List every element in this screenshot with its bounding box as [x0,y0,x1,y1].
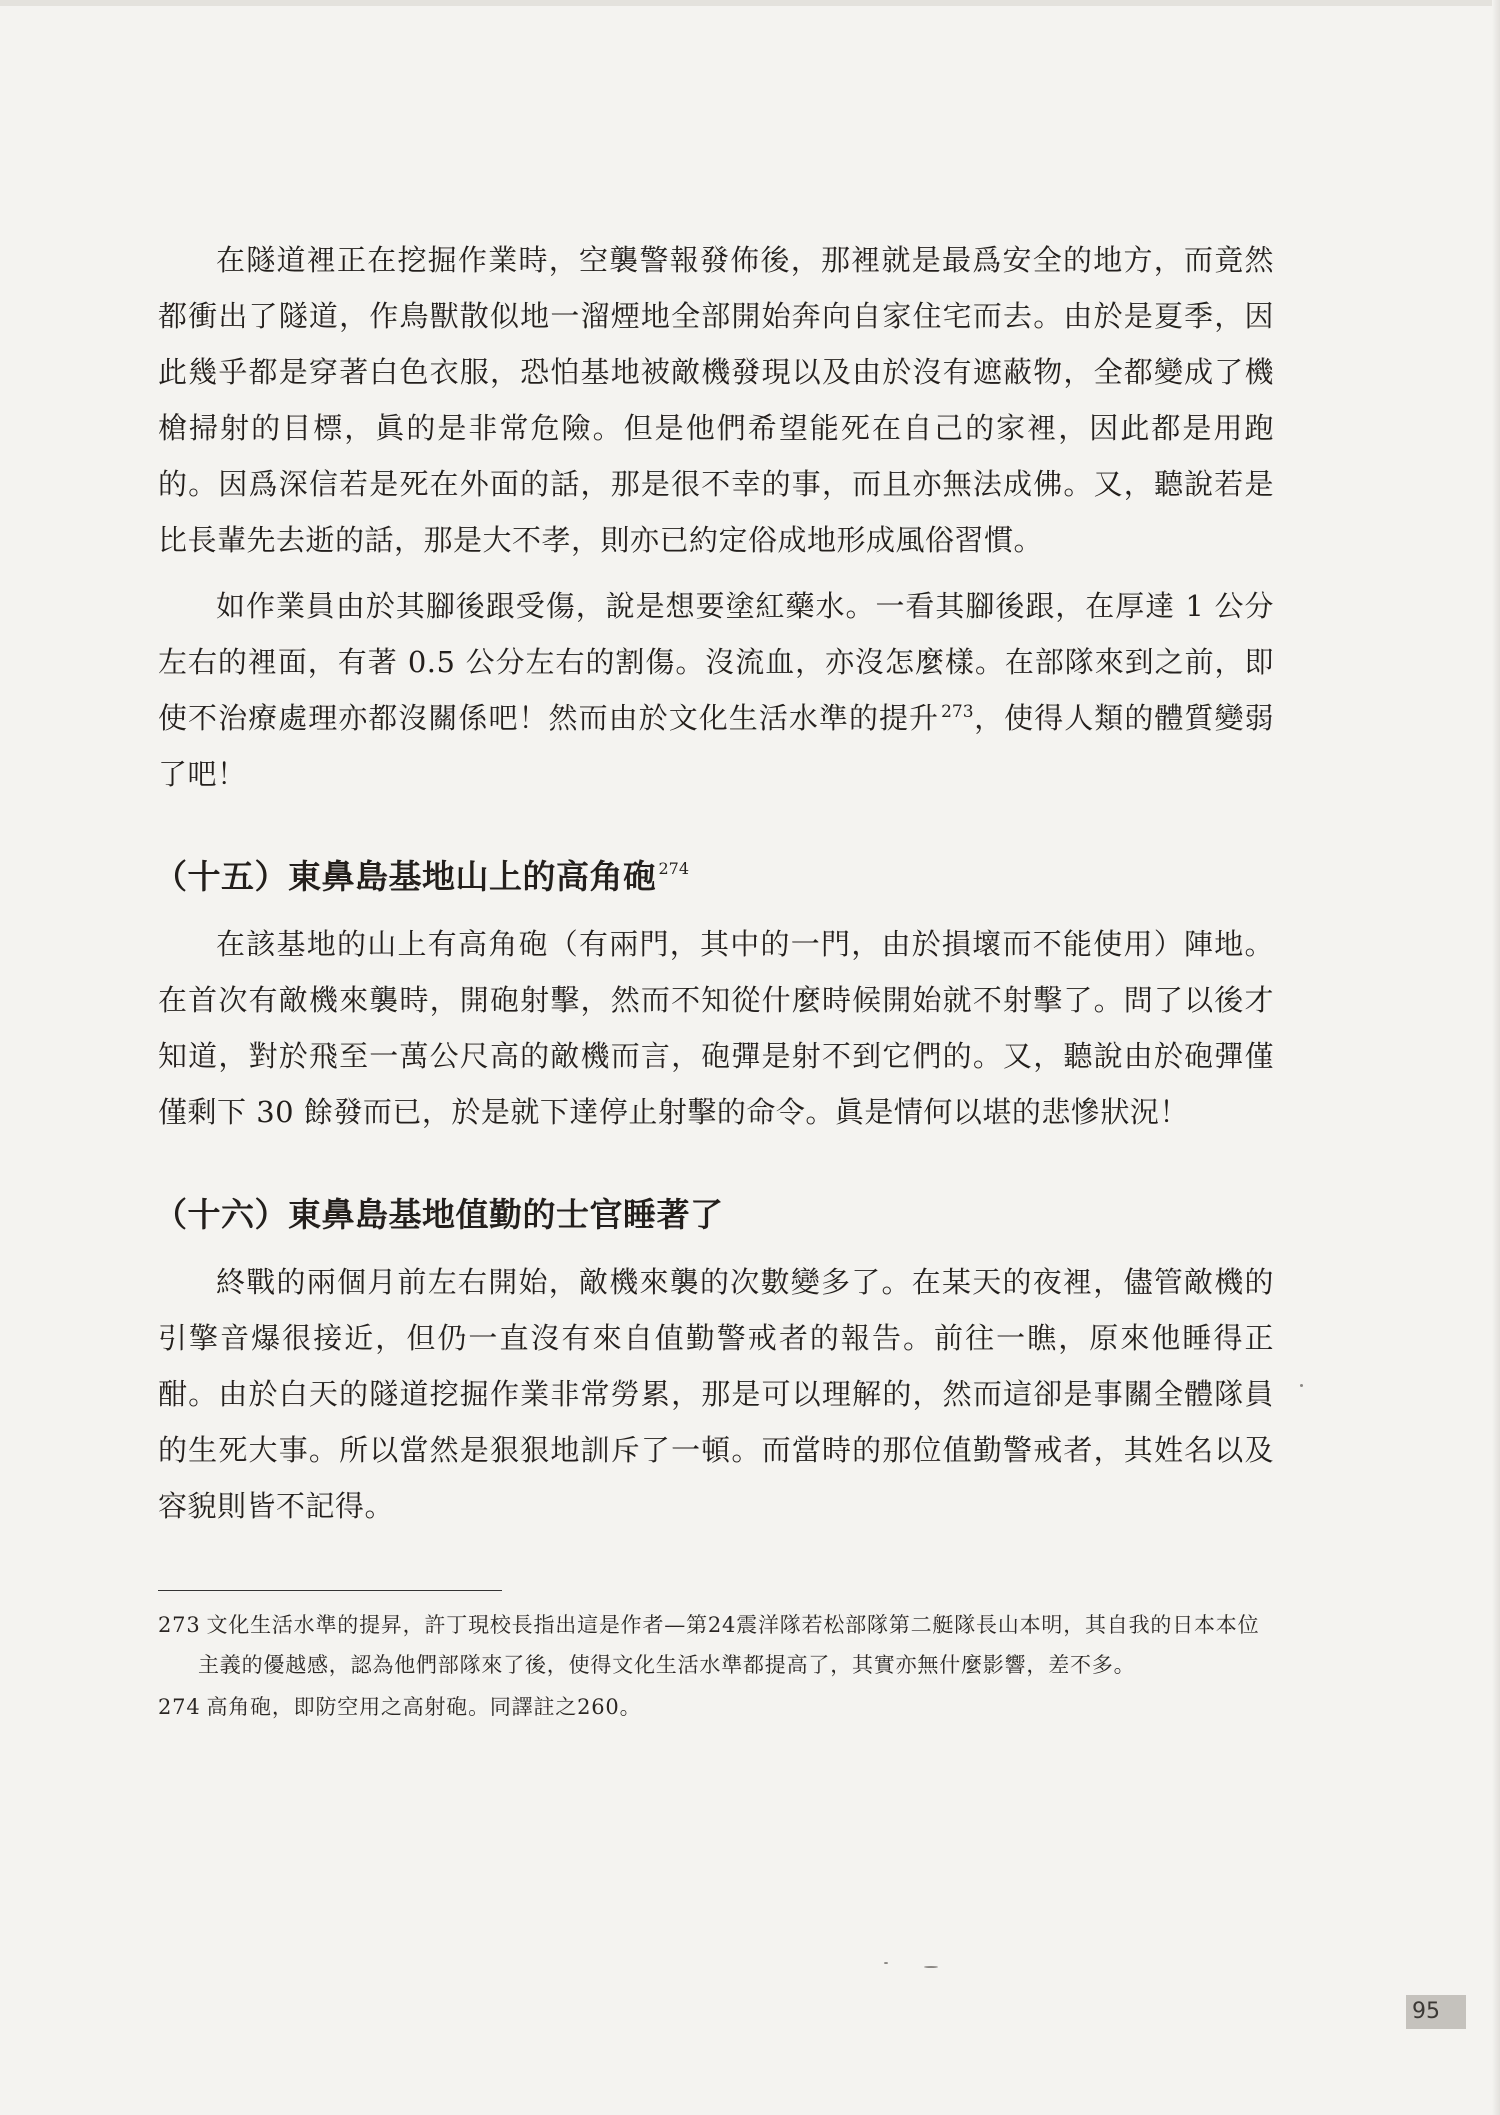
footnote-273 [158,1605,1274,1685]
right-edge-shadow [1492,0,1500,2115]
footnote-text: 文化生活水準的提昇，許丁現校長指出這是作者—第24震洋隊若松部隊第二艇隊長山本明，其自我的日本本位主義的優越感，認為他們部隊來了後，使得文化生活水準都提高了，其實亦無什麼影響，差不多。 [198,1613,1260,1677]
footnote-ref-273[interactable]: 273 [941,702,974,722]
section-heading-16: （十六）東鼻島基地值勤的士官睡著了 [154,1195,724,1234]
footnote-divider [158,1590,502,1591]
footnote-274 [158,1687,1274,1727]
top-edge-shadow [0,0,1500,6]
scan-speck [884,1962,888,1964]
scan-speck [924,1966,938,1968]
paragraph-heel-injury [158,578,1274,802]
paragraph-tunnel-air-raid: 在隧道裡正在挖掘作業時，空襲警報發佈後，那裡就是最爲安全的地方，而竟然都衝出了隧道，作鳥獸散似地一溜煙地全部開始奔向自家住宅而去。由於是夏季，因此幾乎都是穿著白色衣服，恐怕基地被敵機發現以及由於沒有遮蔽物，全都變成了機槍掃射的目標，眞的是非常危險。但是他們希望能死在自己的家裡，因此都是用跑的。因爲深信若是死在外面的話，那是很不幸的事，而且亦無法成佛。又，聽說若是比長輩先去逝的話，那是大不孝，則亦已約定俗成地形成風俗習慣。 [158,243,1274,557]
section-heading-15-text: （十五）東鼻島基地山上的高角砲 [154,857,657,896]
footnote-text: 高角砲，即防空用之高射砲。同譯註之260。 [206,1695,642,1719]
section-heading-15 [154,852,1274,902]
page-body [154,232,1274,1729]
paragraph-anti-aircraft-gun: 在該基地的山上有高角砲（有兩門，其中的一門，由於損壞而不能使用）陣地。在首次有敵機來襲時，開砲射擊，然而不知從什麼時候開始就不射擊了。問了以後才知道，對於飛至一萬公尺高的敵機而言，砲彈是射不到它們的。又，聽說由於砲彈僅僅剩下 30 餘發而已，於是就下達停止射擊的命令。眞是情何以堪的悲慘狀況！ [158,927,1274,1129]
page-number: 95 [1412,1999,1440,2024]
paragraph-heel-injury-text-after: ，使得人類的體質變弱了吧！ [158,701,1274,791]
paragraph-sleeping-officer: 終戰的兩個月前左右開始，敵機來襲的次數變多了。在某天的夜裡，儘管敵機的引擎音爆很接近，但仍一直沒有來自值勤警戒者的報告。前往一瞧，原來他睡得正酣。由於白天的隧道挖掘作業非常勞累，那是可以理解的，然而這卻是事關全體隊員的生死大事。所以當然是狠狠地訓斥了一頓。而當時的那位值勤警戒者，其姓名以及容貌則皆不記得。 [158,1265,1274,1523]
scan-speck [1300,1384,1303,1387]
footnote-ref-274[interactable]: 274 [658,859,690,878]
paragraph-heel-injury-text: 如作業員由於其腳後跟受傷，說是想要塗紅藥水。一看其腳後跟，在厚達 1 公分左右的裡面，有著 0.5 公分左右的割傷。沒流血，亦沒怎麼樣。在部隊來到之前，即使不治療處理亦都沒關係吧！然而由於文化生活水準的提升 [158,589,1274,735]
footnote-number: 273 [158,1613,201,1637]
footnote-number: 274 [158,1695,201,1719]
